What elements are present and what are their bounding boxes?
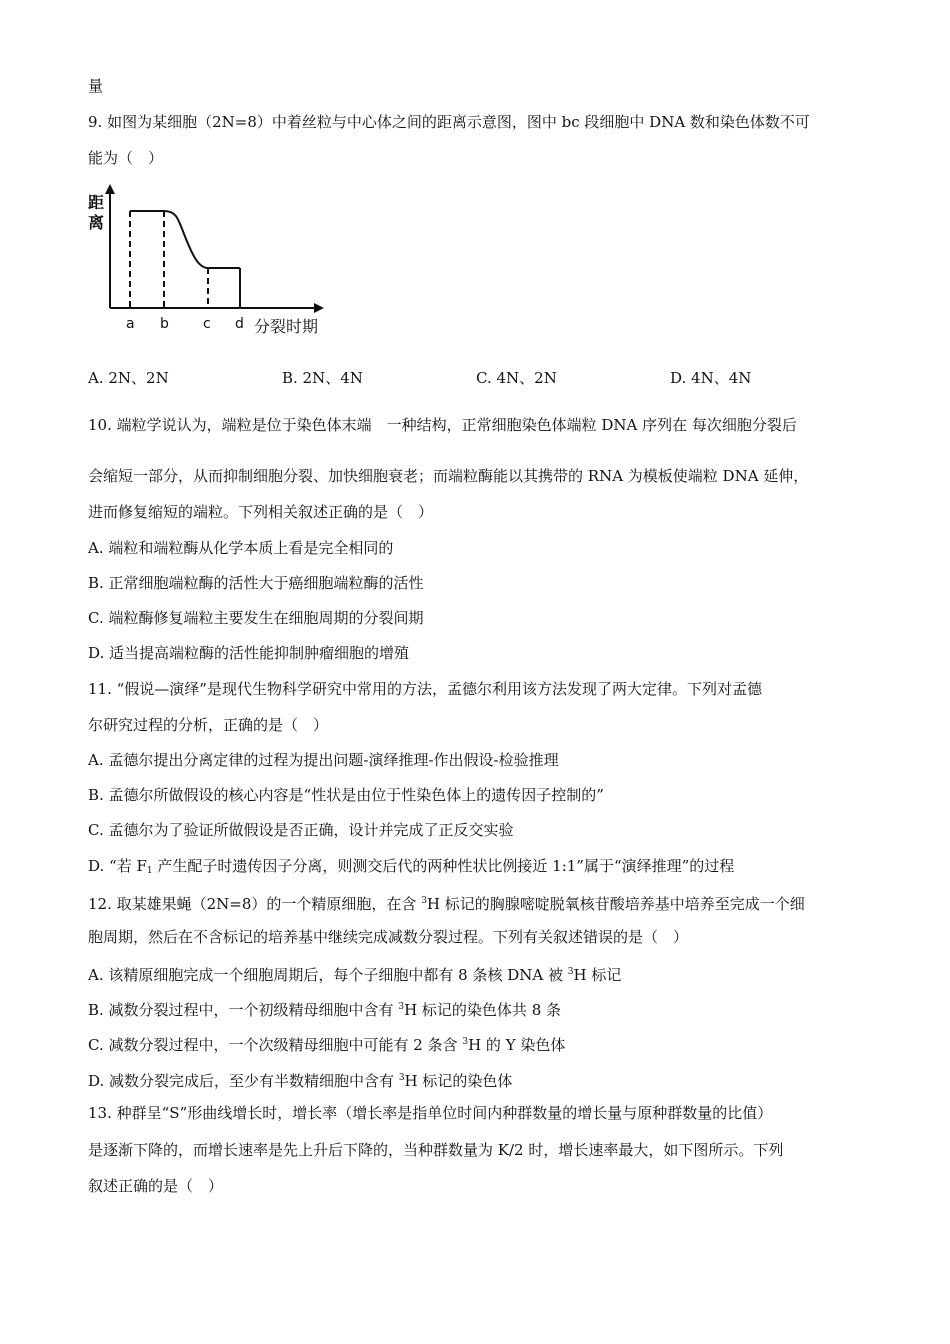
- q9-option-c: C. 4N、2N: [476, 369, 557, 387]
- q12-option-c-post: H 的 Y 染色体: [468, 1036, 566, 1054]
- question-11-stem-line-1: 11. “假说—演绎”是现代生物科学研究中常用的方法，孟德尔利用该方法发现了两大定律。下列对孟德: [88, 680, 762, 698]
- q12-option-c: [88, 1032, 565, 1055]
- tick-c: c: [203, 316, 211, 332]
- y-label-char-1: 距: [88, 193, 105, 212]
- question-11-stem-line-2: 尔研究过程的分析，正确的是（ ）: [88, 716, 329, 734]
- question-13-stem-line-2: 是逐渐下降的，而增长速率是先上升后下降的，当种群数量为 K/2 时，增长速率最大，如下图所示。下列: [88, 1141, 784, 1159]
- q11-option-d: [88, 856, 734, 881]
- tick-d: d: [235, 316, 244, 332]
- x-axis-arrow: [314, 303, 324, 313]
- question-9-stem-line-1: 9. 如图为某细胞（2N=8）中着丝粒与中心体之间的距离示意图，图中 bc 段细胞中 DNA 数和染色体数不可: [88, 113, 810, 131]
- q11-option-d-pre: D. “若 F: [88, 857, 147, 875]
- tick-b: b: [160, 316, 169, 332]
- q12-option-d-pre: D. 减数分裂完成后，至少有半数精细胞中含有: [88, 1072, 399, 1090]
- q12-option-c-sup: 3: [462, 1037, 469, 1047]
- distance-diagram: [84, 184, 334, 340]
- q12-option-a-post: H 标记: [573, 966, 622, 984]
- q11-option-c: C. 孟德尔为了验证所做假设是否正确，设计并完成了正反交实验: [88, 821, 514, 839]
- q11-option-d-post: 产生配子时遗传因子分离，则测交后代的两种性状比例接近 1:1”属于“演绎推理”的过程: [152, 857, 735, 875]
- q12-option-b-post: H 标记的染色体共 8 条: [404, 1001, 562, 1019]
- q12-option-d: [88, 1068, 512, 1091]
- q10-option-a: A. 端粒和端粒酶从化学本质上看是完全相同的: [88, 539, 394, 557]
- q12-option-d-post: H 标记的染色体: [404, 1072, 513, 1090]
- q11-option-a: A. 孟德尔提出分离定律的过程为提出问题-演绎推理-作出假设-检验推理: [88, 751, 559, 769]
- question-10-stem-line-3: 进而修复缩短的端粒。下列相关叙述正确的是（ ）: [88, 503, 434, 521]
- q10-option-c: C. 端粒酶修复端粒主要发生在细胞周期的分裂间期: [88, 609, 424, 627]
- q9-option-a: A. 2N、2N: [88, 369, 169, 387]
- distance-curve: [130, 211, 240, 268]
- q12-option-a: [88, 962, 621, 985]
- q12-option-b: [88, 997, 561, 1020]
- q10-option-d: D. 适当提高端粒酶的活性能抑制肿瘤细胞的增殖: [88, 644, 410, 662]
- question-10-stem-line-1: 10. 端粒学说认为，端粒是位于染色体末端 一种结构，正常细胞染色体端粒 DNA 序列在 每次细胞分裂后: [88, 416, 797, 434]
- q12-option-d-sup: 3: [398, 1073, 405, 1083]
- y-axis-arrow: [105, 184, 115, 194]
- question-13-stem-line-3: 叙述正确的是（ ）: [88, 1177, 224, 1195]
- question-text-line: 量: [88, 77, 104, 95]
- q10-option-b: B. 正常细胞端粒酶的活性大于癌细胞端粒酶的活性: [88, 574, 424, 592]
- q12-option-c-pre: C. 减数分裂过程中，一个次级精母细胞中可能有 2 条含: [88, 1036, 463, 1054]
- q12-line1-pre: 12. 取某雄果蝇（2N=8）的一个精原细胞，在含: [88, 895, 422, 913]
- question-13-stem-line-1: 13. 种群呈“S”形曲线增长时，增长率（增长率是指单位时间内种群数量的增长量与原种群数量的比值）: [88, 1104, 773, 1122]
- q12-line1-sup: 3: [421, 896, 427, 906]
- q9-option-d: D. 4N、4N: [670, 369, 752, 387]
- question-9-stem-line-2: 能为（ ）: [88, 149, 164, 167]
- question-12-stem-line-1: [88, 891, 805, 914]
- x-axis-label: 分裂时期: [254, 317, 319, 336]
- q9-option-b: B. 2N、4N: [282, 369, 363, 387]
- question-12-stem-line-2: 胞周期，然后在不含标记的培养基中继续完成减数分裂过程。下列有关叙述错误的是（ ）: [88, 928, 689, 946]
- q11-option-b: B. 孟德尔所做假设的核心内容是“性状是由位于性染色体上的遗传因子控制的”: [88, 786, 604, 804]
- q12-option-b-pre: B. 减数分裂过程中，一个初级精母细胞中含有: [88, 1001, 399, 1019]
- y-label-char-2: 离: [88, 213, 105, 232]
- tick-a: a: [126, 316, 135, 332]
- q11-option-d-sub: 1: [146, 866, 153, 876]
- q12-option-b-sup: 3: [398, 1002, 405, 1012]
- q12-option-a-sup: 3: [567, 967, 574, 977]
- q12-option-a-pre: A. 该精原细胞完成一个细胞周期后，每个子细胞中都有 8 条核 DNA 被: [88, 966, 568, 984]
- q12-line1-post: H 标记的胸腺嘧啶脱氧核苷酸培养基中培养至完成一个细: [426, 895, 805, 913]
- question-10-stem-line-2: 会缩短一部分，从而抑制细胞分裂、加快细胞衰老；而端粒酶能以其携带的 RNA 为模板使端粒 DNA 延伸，: [88, 467, 809, 485]
